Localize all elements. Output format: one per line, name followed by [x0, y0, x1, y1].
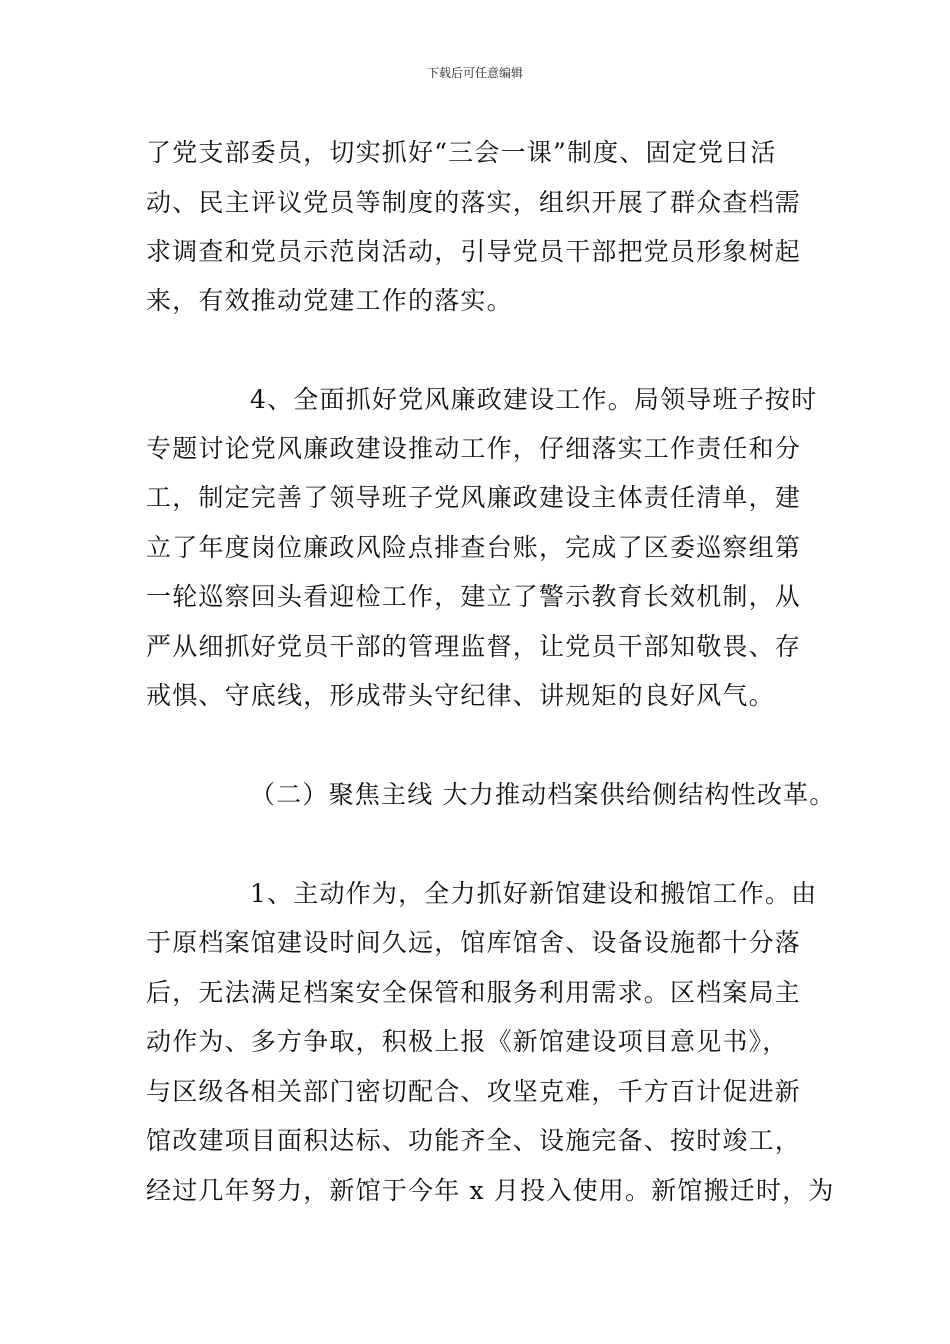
- paragraph-2-line-6: 严从细抓好党员干部的管理监督，让党员干部知敬畏、存: [146, 632, 802, 661]
- paragraph-3-line-4: 动作为、多方争取，积极上报《新馆建设项目意见书》，: [146, 1027, 789, 1056]
- paragraph-1-line-1: 了党支部委员，切实抓好“三会一课”制度、固定党日活: [146, 138, 777, 167]
- paragraph-2-line-4: 立了年度岗位廉政风险点排查台账，完成了区委巡察组第: [146, 533, 802, 562]
- paragraph-1-line-4: 来，有效推动党建工作的落实。: [146, 286, 513, 315]
- paragraph-2-line-3: 工，制定完善了领导班子党风廉政建设主体责任清单，建: [146, 483, 802, 512]
- paragraph-2-line-7: 戒惧、守底线，形成带头守纪律、讲规矩的良好风气。: [146, 681, 775, 710]
- paragraph-2-line-2: 专题讨论党风廉政建设推动工作，仔细落实工作责任和分: [146, 434, 802, 463]
- paragraph-1-line-2: 动、民主评议党员等制度的落实，组织开展了群众查档需: [146, 188, 802, 217]
- paragraph-3-line-3: 后，无法满足档案安全保管和服务利用需求。区档案局主: [146, 978, 802, 1007]
- paragraph-3-line-7: 经过几年努力，新馆于今年 x 月投入使用。新馆搬迁时，为: [146, 1176, 835, 1205]
- section-heading: （二）聚焦主线 大力推动档案供给侧结构性改革。: [250, 780, 836, 809]
- paragraph-1-line-3: 求调查和党员示范岗活动，引导党员干部把党员形象树起: [146, 237, 802, 266]
- paragraph-2-line-5: 一轮巡察回头看迎检工作，建立了警示教育长效机制，从: [146, 582, 802, 611]
- page-header-note: 下载后可任意编辑: [426, 66, 523, 80]
- paragraph-3-line-1: 1、主动作为，全力抓好新馆建设和搬馆工作。由: [250, 879, 818, 908]
- paragraph-3-line-6: 馆改建项目面积达标、功能齐全、设施完备、按时竣工，: [146, 1126, 802, 1155]
- paragraph-3-line-5: 与区级各相关部门密切配合、攻坚克难，千方百计促进新: [146, 1077, 802, 1106]
- paragraph-3-line-2: 于原档案馆建设时间久远，馆库馆舍、设备设施都十分落: [146, 928, 802, 957]
- paragraph-2-line-1: 4、全面抓好党风廉政建设工作。局领导班子按时: [250, 385, 818, 414]
